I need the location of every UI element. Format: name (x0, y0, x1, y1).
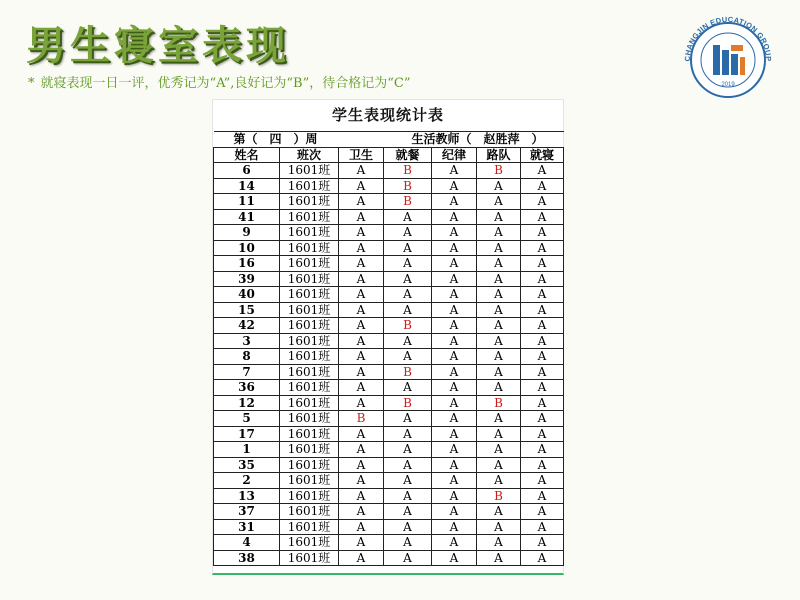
student-name: 10 (214, 240, 280, 256)
table-row (214, 225, 564, 241)
dining-grade: A (384, 349, 432, 365)
dining-grade: B (384, 395, 432, 411)
bedtime-grade: A (521, 209, 564, 225)
queue-grade: A (477, 178, 521, 194)
student-name: 8 (214, 349, 280, 365)
bedtime-grade: A (521, 457, 564, 473)
bedtime-grade: A (521, 488, 564, 504)
hygiene-grade: A (339, 178, 384, 194)
class-cell: 1601班 (280, 380, 339, 396)
queue-grade: B (477, 488, 521, 504)
col-header-name: 姓名 (214, 147, 280, 163)
queue-grade: A (477, 333, 521, 349)
class-cell: 1601班 (280, 473, 339, 489)
student-name: 1 (214, 442, 280, 458)
dining-grade: A (384, 488, 432, 504)
dining-grade: B (384, 318, 432, 334)
queue-grade: A (477, 411, 521, 427)
dining-grade: A (384, 473, 432, 489)
class-cell: 1601班 (280, 535, 339, 551)
queue-grade: A (477, 240, 521, 256)
stats-table (213, 131, 564, 566)
class-cell: 1601班 (280, 349, 339, 365)
class-cell: 1601班 (280, 504, 339, 520)
queue-grade: A (477, 318, 521, 334)
queue-grade: A (477, 287, 521, 303)
class-cell: 1601班 (280, 318, 339, 334)
table-row (214, 535, 564, 551)
col-header-discipline: 纪律 (432, 147, 477, 163)
student-name: 17 (214, 426, 280, 442)
discipline-grade: A (432, 550, 477, 566)
hygiene-grade: A (339, 194, 384, 210)
dining-grade: A (384, 225, 432, 241)
bedtime-grade: A (521, 473, 564, 489)
student-name: 11 (214, 194, 280, 210)
class-cell: 1601班 (280, 364, 339, 380)
class-cell: 1601班 (280, 302, 339, 318)
student-name: 6 (214, 163, 280, 179)
queue-grade: A (477, 442, 521, 458)
table-row (214, 256, 564, 272)
student-name: 31 (214, 519, 280, 535)
bedtime-grade: A (521, 318, 564, 334)
discipline-grade: A (432, 519, 477, 535)
discipline-grade: A (432, 349, 477, 365)
logo-arc-text: CHANGJIN EDUCATION GROUP (682, 14, 774, 62)
class-cell: 1601班 (280, 550, 339, 566)
discipline-grade: A (432, 271, 477, 287)
table-row (214, 318, 564, 334)
hygiene-grade: A (339, 504, 384, 520)
discipline-grade: A (432, 163, 477, 179)
discipline-grade: A (432, 333, 477, 349)
bedtime-grade: A (521, 287, 564, 303)
class-cell: 1601班 (280, 411, 339, 427)
discipline-grade: A (432, 411, 477, 427)
dining-grade: A (384, 333, 432, 349)
bedtime-grade: A (521, 550, 564, 566)
class-cell: 1601班 (280, 442, 339, 458)
queue-grade: A (477, 380, 521, 396)
queue-grade: A (477, 225, 521, 241)
table-row (214, 364, 564, 380)
hygiene-grade: B (339, 411, 384, 427)
discipline-grade: A (432, 194, 477, 210)
table-row (214, 349, 564, 365)
table-row (214, 442, 564, 458)
table-row (214, 457, 564, 473)
hygiene-grade: A (339, 380, 384, 396)
hygiene-grade: A (339, 364, 384, 380)
teacher-label: 生活教师（ 赵胜萍 ） (384, 132, 564, 148)
discipline-grade: A (432, 302, 477, 318)
bedtime-grade: A (521, 442, 564, 458)
discipline-grade: A (432, 364, 477, 380)
student-name: 41 (214, 209, 280, 225)
class-cell: 1601班 (280, 194, 339, 210)
table-row (214, 395, 564, 411)
note-bullet: * (28, 76, 35, 91)
dining-grade: B (384, 364, 432, 380)
dining-grade: A (384, 426, 432, 442)
class-cell: 1601班 (280, 426, 339, 442)
bedtime-grade: A (521, 163, 564, 179)
class-cell: 1601班 (280, 333, 339, 349)
student-name: 3 (214, 333, 280, 349)
hygiene-grade: A (339, 318, 384, 334)
note-text: 就寝表现一日一评，优秀记为“A”,良好记为“B”，待合格记为“C” (40, 76, 411, 91)
bedtime-grade: A (521, 395, 564, 411)
discipline-grade: A (432, 504, 477, 520)
dining-grade: B (384, 178, 432, 194)
hygiene-grade: A (339, 209, 384, 225)
discipline-grade: A (432, 426, 477, 442)
class-cell: 1601班 (280, 209, 339, 225)
discipline-grade: A (432, 488, 477, 504)
student-name: 12 (214, 395, 280, 411)
hygiene-grade: A (339, 349, 384, 365)
discipline-grade: A (432, 395, 477, 411)
queue-grade: A (477, 271, 521, 287)
student-name: 36 (214, 380, 280, 396)
table-row (214, 194, 564, 210)
table-row (214, 287, 564, 303)
queue-grade: A (477, 519, 521, 535)
class-cell: 1601班 (280, 225, 339, 241)
bedtime-grade: A (521, 271, 564, 287)
stats-sheet (212, 99, 564, 575)
bedtime-grade: A (521, 411, 564, 427)
student-name: 35 (214, 457, 280, 473)
bedtime-grade: A (521, 519, 564, 535)
table-row (214, 209, 564, 225)
hygiene-grade: A (339, 395, 384, 411)
bedtime-grade: A (521, 380, 564, 396)
bedtime-grade: A (521, 535, 564, 551)
dining-grade: A (384, 240, 432, 256)
dining-grade: A (384, 457, 432, 473)
queue-grade: A (477, 302, 521, 318)
bedtime-grade: A (521, 333, 564, 349)
hygiene-grade: A (339, 333, 384, 349)
hygiene-grade: A (339, 163, 384, 179)
dining-grade: B (384, 163, 432, 179)
hygiene-grade: A (339, 519, 384, 535)
logo-year: 2019 (721, 82, 735, 88)
discipline-grade: A (432, 287, 477, 303)
class-cell: 1601班 (280, 163, 339, 179)
discipline-grade: A (432, 178, 477, 194)
sheet-title: 学生表现统计表 (331, 106, 444, 124)
class-cell: 1601班 (280, 240, 339, 256)
hygiene-grade: A (339, 473, 384, 489)
bedtime-grade: A (521, 194, 564, 210)
table-row (214, 550, 564, 566)
col-header-hygiene: 卫生 (339, 147, 384, 163)
class-cell: 1601班 (280, 457, 339, 473)
class-cell: 1601班 (280, 256, 339, 272)
bedtime-grade: A (521, 349, 564, 365)
class-cell: 1601班 (280, 395, 339, 411)
table-row (214, 302, 564, 318)
class-cell: 1601班 (280, 178, 339, 194)
table-row (214, 333, 564, 349)
table-row (214, 163, 564, 179)
dining-grade: B (384, 194, 432, 210)
student-name: 15 (214, 302, 280, 318)
hygiene-grade: A (339, 271, 384, 287)
week-label: 第（ 四 ）周 (214, 132, 384, 148)
hygiene-grade: A (339, 442, 384, 458)
table-row (214, 240, 564, 256)
table-row (214, 271, 564, 287)
hygiene-grade: A (339, 240, 384, 256)
hygiene-grade: A (339, 535, 384, 551)
dining-grade: A (384, 380, 432, 396)
queue-grade: A (477, 550, 521, 566)
dining-grade: A (384, 302, 432, 318)
bedtime-grade: A (521, 225, 564, 241)
bedtime-grade: A (521, 364, 564, 380)
discipline-grade: A (432, 380, 477, 396)
col-header-class: 班次 (280, 147, 339, 163)
hygiene-grade: A (339, 426, 384, 442)
header-row (214, 147, 564, 163)
queue-grade: A (477, 194, 521, 210)
dining-grade: A (384, 411, 432, 427)
dining-grade: A (384, 550, 432, 566)
table-row (214, 519, 564, 535)
discipline-grade: A (432, 457, 477, 473)
dining-grade: A (384, 535, 432, 551)
col-header-dining: 就餐 (384, 147, 432, 163)
hygiene-grade: A (339, 256, 384, 272)
hygiene-grade: A (339, 287, 384, 303)
col-header-queue: 路队 (477, 147, 521, 163)
discipline-grade: A (432, 535, 477, 551)
hygiene-grade: A (339, 550, 384, 566)
queue-grade: A (477, 504, 521, 520)
page-title: 男生寝室表现 (26, 22, 290, 69)
queue-grade: A (477, 473, 521, 489)
bedtime-grade: A (521, 240, 564, 256)
class-cell: 1601班 (280, 287, 339, 303)
queue-grade: A (477, 426, 521, 442)
discipline-grade: A (432, 473, 477, 489)
discipline-grade: A (432, 209, 477, 225)
table-row (214, 380, 564, 396)
discipline-grade: A (432, 318, 477, 334)
school-logo (673, 12, 783, 98)
queue-grade: A (477, 457, 521, 473)
bedtime-grade: A (521, 302, 564, 318)
col-header-bedtime: 就寝 (521, 147, 564, 163)
table-row (214, 178, 564, 194)
student-name: 13 (214, 488, 280, 504)
week-row (214, 132, 564, 148)
class-cell: 1601班 (280, 271, 339, 287)
queue-grade: A (477, 256, 521, 272)
grading-note (28, 72, 411, 91)
student-name: 37 (214, 504, 280, 520)
student-name: 4 (214, 535, 280, 551)
dining-grade: A (384, 209, 432, 225)
table-row (214, 488, 564, 504)
class-cell: 1601班 (280, 519, 339, 535)
queue-grade: A (477, 349, 521, 365)
dining-grade: A (384, 287, 432, 303)
bedtime-grade: A (521, 504, 564, 520)
hygiene-grade: A (339, 488, 384, 504)
class-cell: 1601班 (280, 488, 339, 504)
discipline-grade: A (432, 240, 477, 256)
table-row (214, 504, 564, 520)
queue-grade: A (477, 209, 521, 225)
hygiene-grade: A (339, 302, 384, 318)
table-row (214, 411, 564, 427)
student-name: 9 (214, 225, 280, 241)
student-name: 14 (214, 178, 280, 194)
queue-grade: B (477, 395, 521, 411)
queue-grade: B (477, 163, 521, 179)
bedtime-grade: A (521, 178, 564, 194)
table-row (214, 426, 564, 442)
student-name: 2 (214, 473, 280, 489)
table-row (214, 473, 564, 489)
hygiene-grade: A (339, 457, 384, 473)
dining-grade: A (384, 256, 432, 272)
student-name: 38 (214, 550, 280, 566)
bedtime-grade: A (521, 426, 564, 442)
dining-grade: A (384, 504, 432, 520)
student-name: 40 (214, 287, 280, 303)
discipline-grade: A (432, 442, 477, 458)
student-name: 7 (214, 364, 280, 380)
queue-grade: A (477, 364, 521, 380)
hygiene-grade: A (339, 225, 384, 241)
student-name: 42 (214, 318, 280, 334)
student-name: 16 (214, 256, 280, 272)
dining-grade: A (384, 271, 432, 287)
student-name: 5 (214, 411, 280, 427)
discipline-grade: A (432, 256, 477, 272)
discipline-grade: A (432, 225, 477, 241)
dining-grade: A (384, 519, 432, 535)
dining-grade: A (384, 442, 432, 458)
queue-grade: A (477, 535, 521, 551)
bedtime-grade: A (521, 256, 564, 272)
student-name: 39 (214, 271, 280, 287)
